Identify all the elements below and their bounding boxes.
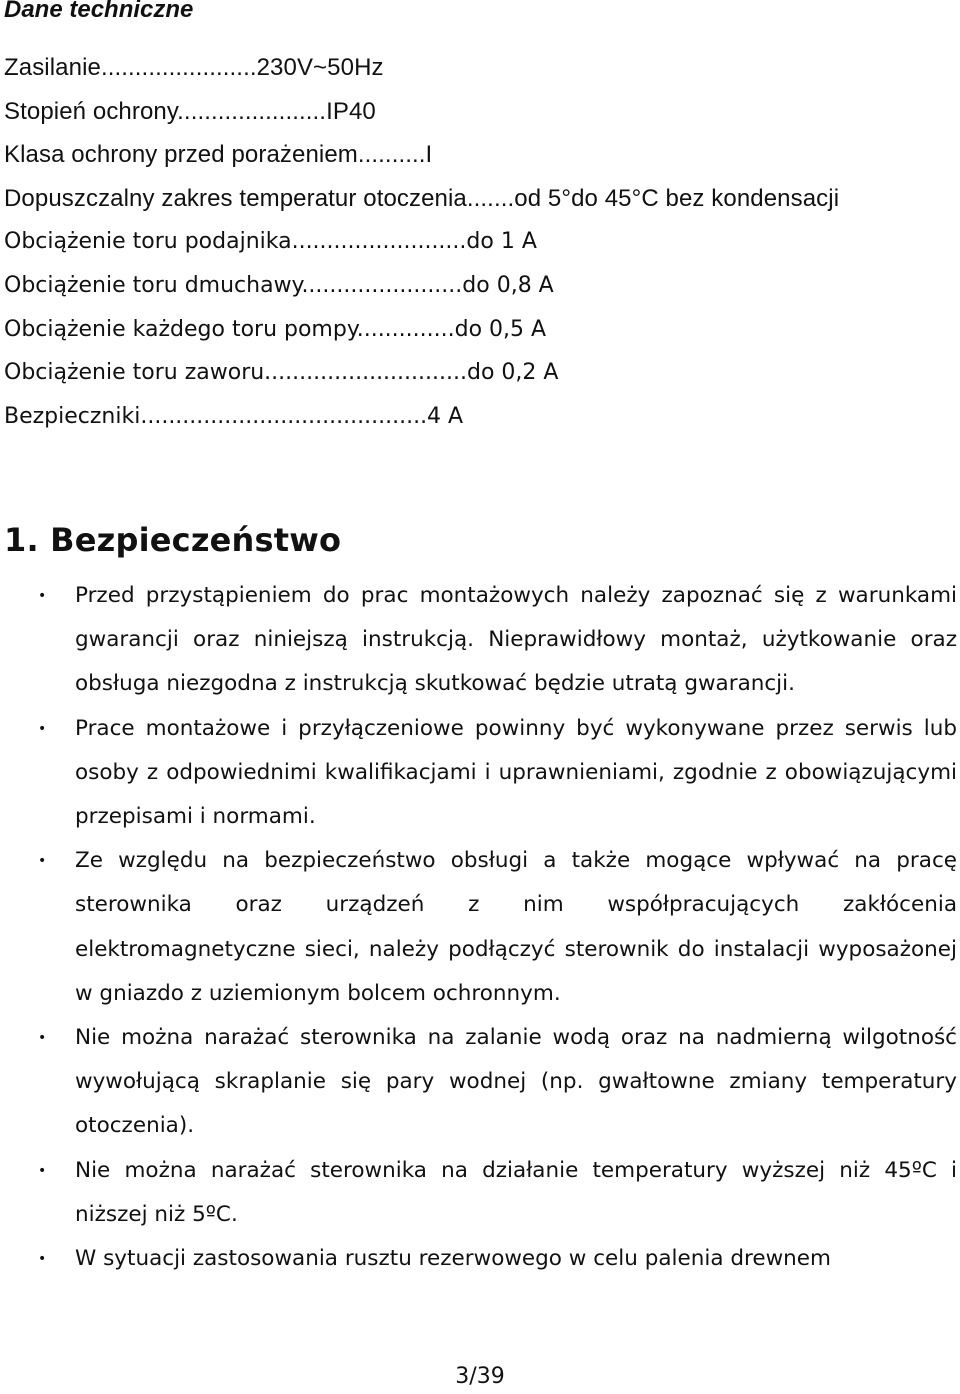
bullet-dot-icon: • (38, 1162, 47, 1179)
spec-power-supply: Zasilanie.......................230V~50Hz (4, 54, 384, 81)
spec-list (4, 46, 839, 438)
bullet-dot-icon: • (38, 1251, 47, 1268)
spec-valve-load: Obciążenie toru zaworu.............................do 0,2 A (4, 360, 559, 386)
safety-bullet-text: Nie można narażać sterownika na działanie temperatury wyższej niż 45ºC i niższej niż 5ºC. (75, 1157, 957, 1227)
safety-bullet (0, 1016, 960, 1149)
spec-protection-degree: Stopień ochrony......................IP40 (4, 97, 376, 125)
safety-bullet (0, 1149, 960, 1237)
spec-ambient-temperature: Dopuszczalny zakres temperatur otoczenia.......od 5°do 45°C bez kondensacji (4, 184, 840, 212)
safety-bullet-text: W sytuacji zastosowania rusztu rezerwowego w celu palenia drewnem (75, 1246, 831, 1272)
safety-bullet (0, 1237, 960, 1281)
safety-bullet-text: Prace montażowe i przyłączeniowe powinny być wykonywane przez serwis lub osoby z odpowiednimi kwalifikacjami i uprawnieniami, zgodnie z obowiązującymi przepisami i normami. (75, 715, 957, 830)
bullet-dot-icon: • (38, 588, 47, 604)
safety-bullet-text: Ze względu na bezpieczeństwo obsługi a także mogące wpływać na pracę sterownika oraz urządzeń z nim współpracujących zakłócenia elektromagnetyczne sieci, należy podłączyć sterownik do instalacji wyposażonej w gniazdo z uziemionym bolcem ochronnym. (75, 848, 957, 1006)
safety-section-title: 1. Bezpieczeństwo (4, 521, 342, 559)
safety-bullet-list (0, 574, 960, 1281)
bullet-dot-icon: • (38, 1030, 47, 1047)
technical-data-heading: Dane techniczne (4, 0, 194, 23)
safety-bullet (0, 707, 960, 840)
bullet-dot-icon: • (38, 853, 47, 870)
safety-bullet-text: Nie można narażać sterownika na zalanie wodą oraz na nadmierną wilgotność wywołującą skraplanie się pary wodnej (np. gwałtowne zmiany temperatury otoczenia). (75, 1025, 957, 1139)
bullet-dot-icon: • (38, 720, 47, 737)
page-number: 3/39 (455, 1364, 505, 1389)
spec-pump-load: Obciążenie każdego toru pompy..............do 0,5 A (4, 316, 547, 342)
safety-bullet (0, 574, 960, 707)
spec-fuses: Bezpieczniki.........................................4 A (4, 403, 464, 429)
safety-bullet-text: Przed przystąpieniem do prac montażowych należy zapoznać się z warunkami gwarancji oraz niniejszą instrukcją. Nieprawidłowy montaż, użytkowanie oraz obsługa niezgodna z instrukcją skutkować będzie utratą gwarancji. (75, 583, 957, 697)
safety-bullet (0, 839, 960, 1016)
spec-feeder-load: Obciążenie toru podajnika.........................do 1 A (4, 229, 537, 255)
spec-shock-protection-class: Klasa ochrony przed porażeniem..........I (4, 141, 433, 169)
spec-blower-load: Obciążenie toru dmuchawy.......................do 0,8 A (4, 272, 554, 298)
